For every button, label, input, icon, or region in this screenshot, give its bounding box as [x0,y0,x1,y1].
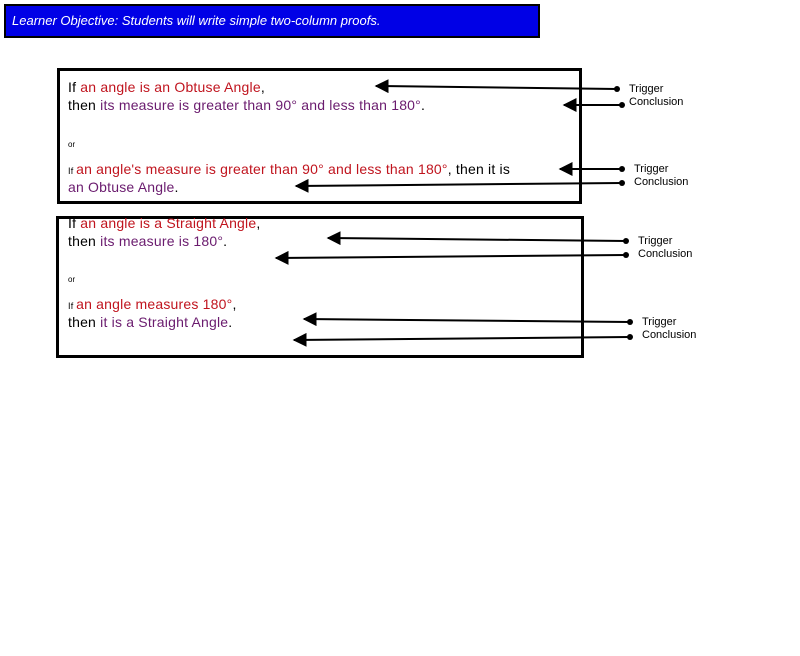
punct: . [223,233,228,249]
objective-text: Learner Objective: Students will write simple two-column proofs. [12,13,381,28]
punct: . [228,314,233,330]
or-word: or [68,275,76,284]
conclusion-arrow [296,183,622,186]
trigger-arrow [376,86,617,89]
arrow-tail-dot [614,86,620,92]
then-word: then [68,97,101,113]
then-word: then [68,314,101,330]
trigger-phrase: an angle is a Straight Angle [80,215,257,231]
trigger-phrase: an angle is an Obtuse Angle [80,79,261,95]
if-word: If [68,79,81,95]
trigger-arrow [328,238,626,241]
trigger-label: Trigger [629,83,664,95]
conclusion-phrase: its measure is 180° [100,233,224,249]
trigger-label: Trigger [642,316,677,328]
arrow-tail-dot [623,238,629,244]
or-word: or [68,140,76,149]
punct: , [232,296,237,312]
trigger-arrow [304,319,630,322]
conclusion-phrase: an Obtuse Angle [68,179,175,195]
conclusion-label: Conclusion [642,329,697,341]
arrow-tail-dot [619,180,625,186]
arrow-tail-dot [623,252,629,258]
then-word: then [68,233,101,249]
trigger-label: Trigger [634,163,669,175]
if-word: If [68,166,77,176]
conclusion-phrase: its measure is greater than 90° and less than 180° [100,97,421,113]
then-word: , then it is [447,161,511,177]
arrow-tail-dot [627,334,633,340]
conclusion-label: Conclusion [638,248,693,260]
conclusion-phrase: it is a Straight Angle [100,314,229,330]
trigger-phrase: an angle measures 180° [76,296,233,312]
conclusion-label: Conclusion [634,176,689,188]
conclusion-arrow [294,337,630,340]
conclusion-arrow [276,255,626,258]
if-word: If [68,215,81,231]
trigger-label: Trigger [638,235,673,247]
arrow-tail-dot [627,319,633,325]
arrow-tail-dot [619,166,625,172]
punct: , [260,79,265,95]
punct: . [420,97,426,113]
arrow-tail-dot [619,102,625,108]
trigger-phrase: an angle's measure is greater than 90° and less than 180° [76,161,448,177]
if-word: If [68,301,77,311]
punct: . [174,179,179,195]
conclusion-label: Conclusion [629,96,684,108]
punct: , [256,215,261,231]
